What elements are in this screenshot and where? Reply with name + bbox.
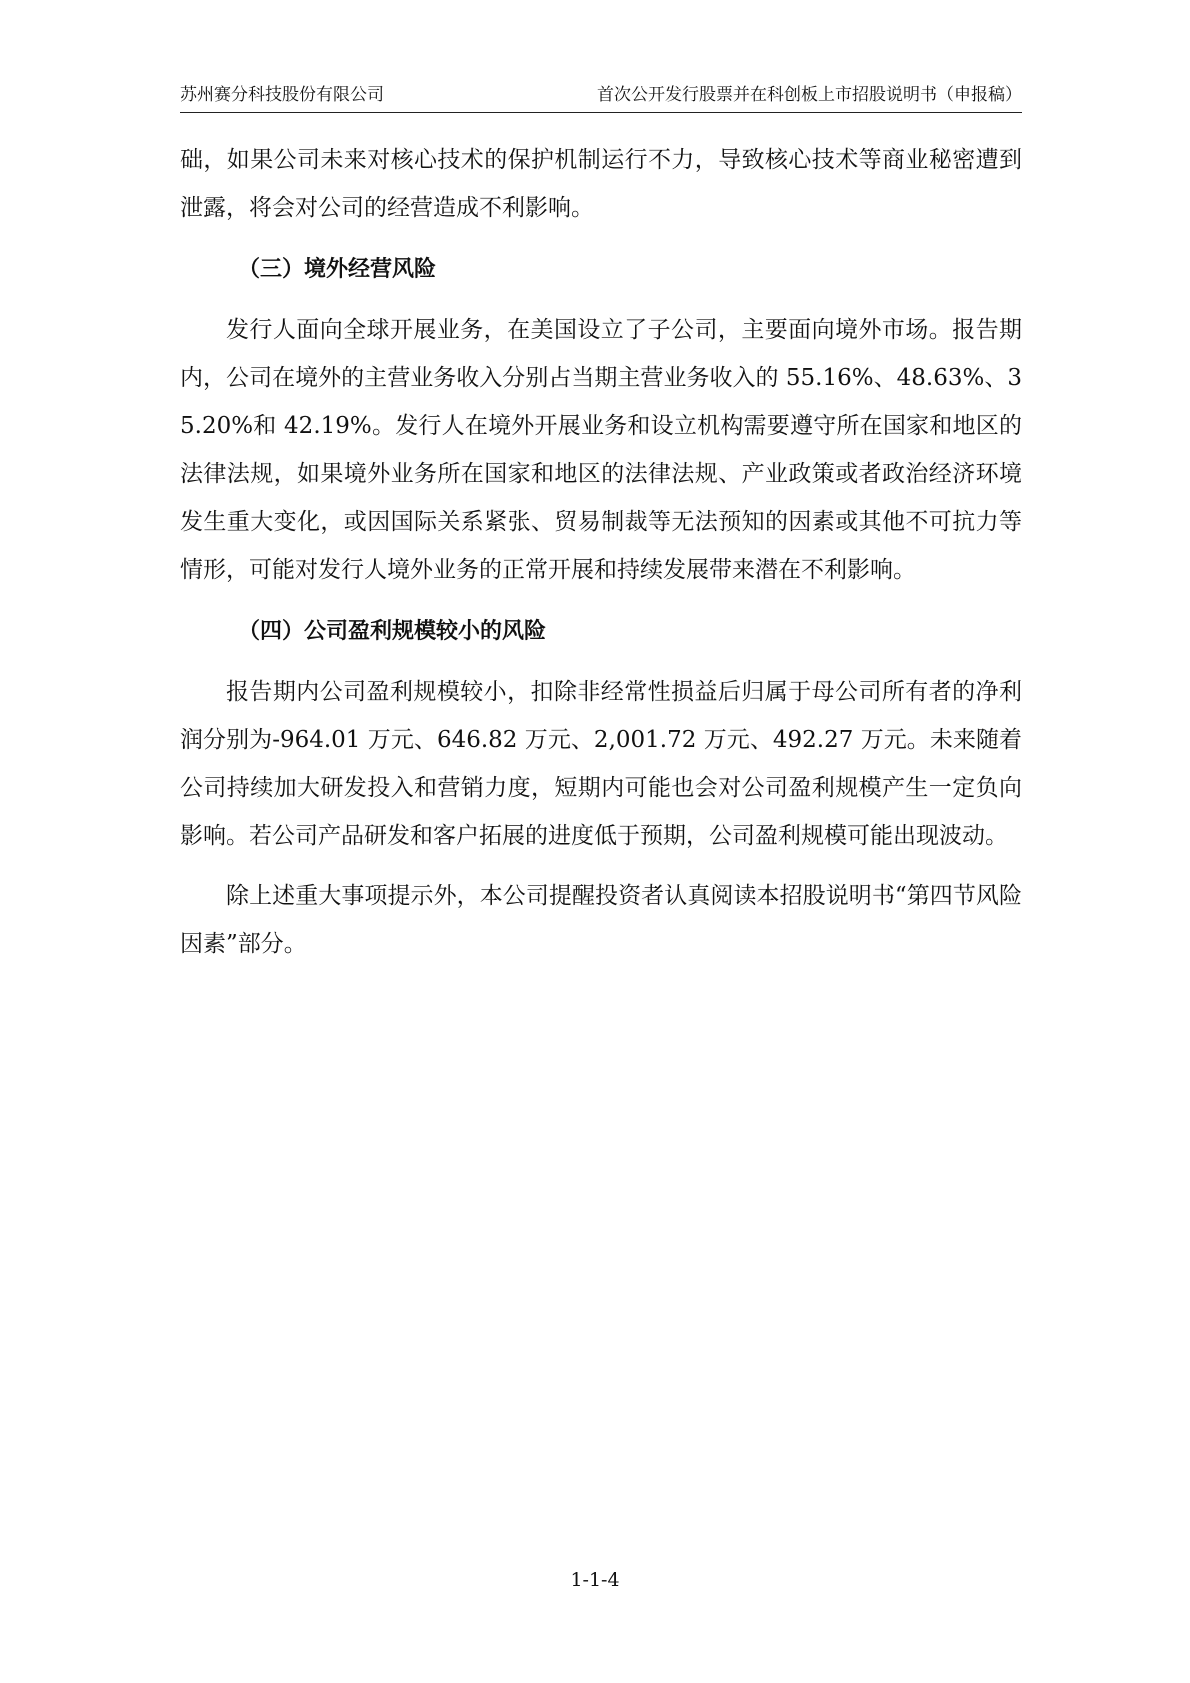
continuation-paragraph: 础，如果公司未来对核心技术的保护机制运行不力，导致核心技术等商业秘密遭到泄露，将会对公司的经营造成不利影响。 (180, 147, 1022, 221)
page-header (180, 82, 1022, 113)
profit-scale-risk-paragraph: 报告期内公司盈利规模较小，扣除非经常性损益后归属于母公司所有者的净利润分别为-964.01 万元、646.82 万元、2,001.72 万元、492.27 万元。未来随着公司持续加大研发投入和营销力度，短期内可能也会对公司盈利规模产生一定负向影响。若公司产品研发和客户拓展的进度低于预期，公司盈利规模可能出现波动。 (180, 679, 1022, 849)
page-number: 1-1-4 (570, 1569, 620, 1591)
header-company-name: 苏州赛分科技股份有限公司 (180, 85, 384, 105)
section-heading-profit-scale-risk: （四）公司盈利规模较小的风险 (238, 619, 547, 644)
closing-paragraph: 除上述重大事项提示外，本公司提醒投资者认真阅读本招股说明书“第四节风险因素”部分。 (180, 883, 1022, 957)
page-body (180, 136, 1022, 968)
overseas-risk-paragraph: 发行人面向全球开展业务，在美国设立了子公司，主要面向境外市场。报告期内，公司在境外的主营业务收入分别占当期主营业务收入的 55.16%、48.63%、35.20%和 42.19%。发行人在境外开展业务和设立机构需要遵守所在国家和地区的法律法规，如果境外业务所在国家和地区的法律法规、产业政策或者政治经济环境发生重大变化，或因国际关系紧张、贸易制裁等无法预知的因素或其他不可抗力等情形，可能对发行人境外业务的正常开展和持续发展带来潜在不利影响。 (180, 317, 1022, 583)
section-heading-overseas-risk: （三）境外经营风险 (238, 257, 437, 282)
header-document-title: 首次公开发行股票并在科创板上市招股说明书（申报稿） (597, 85, 1022, 105)
